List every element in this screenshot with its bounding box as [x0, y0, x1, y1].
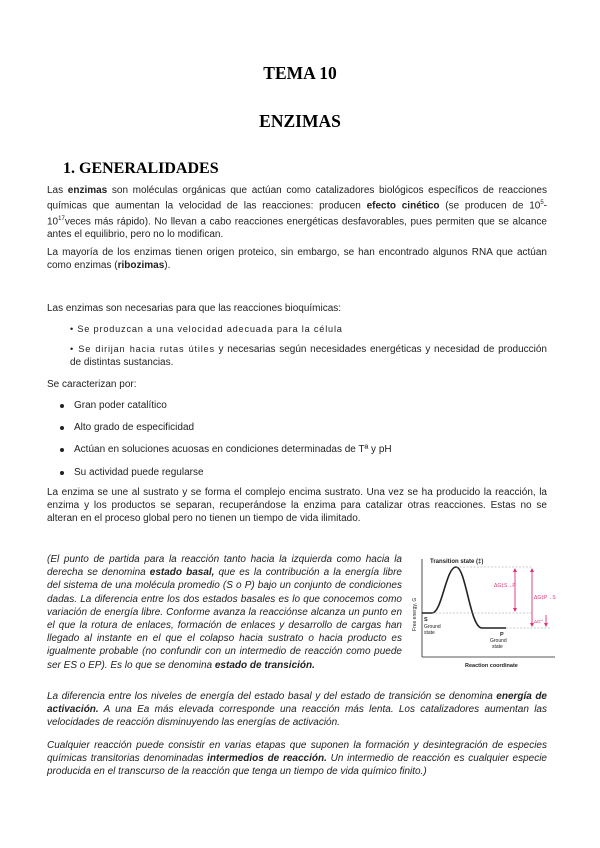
tema-number: TEMA 10 [263, 63, 337, 83]
energy-curve [422, 567, 506, 628]
list-item: Gran poder catalítico [47, 399, 547, 421]
dg-ps-label: ΔG‡P→S [534, 595, 556, 601]
need-velocidad: • Se produzcan a una velocidad adecuada para la célula [70, 324, 343, 334]
svg-text:P: P [500, 632, 504, 638]
y-axis-label: Free energy, G [412, 597, 418, 631]
svg-text:Ground: Ground [490, 638, 507, 644]
characteristics-list [47, 399, 547, 488]
paragraph-definition: Las enzimas son moléculas orgánicas que actúan como catalizadores biológicos específicos de reacciones químicas que aumentan la velocidad de las reacciones: producen efecto cinético (se producen de $10^5-10^{17}veces$ más rápido). No llevan a cabo reacciones energéticas desfavorables, pues permiten que se alcance antes el equilibrio, pero no lo modifican. [47, 185, 548, 241]
energy-diagram [410, 553, 560, 673]
transition-state-label: Transition state (‡) [430, 559, 484, 565]
svg-text:S: S [424, 617, 428, 623]
svg-text:Ground: Ground [424, 624, 441, 630]
list-item: Actúan en soluciones acuosas en condiciones determinadas de Tª y pH [47, 443, 547, 465]
paragraph-enzima-sustrato: La enzima se une al sustrato y se forma el complejo encima sustrato. Una vez se ha producido la reacción, la enzima y los productos se separan, recuperándose la enzima para catalizar otras reacciones. Estas no se alteran en el proceso global pero no tienen un tiempo de vida ilimitado. [47, 487, 547, 525]
paragraph-intermedios: Cualquier reacción puede consistir en varias etapas que suponen la formación y desintegración de especies químicas transitorias denominadas intermedios de reacción. Un intermedio de reacción es cualquier especie producida en el transcurso de la reacción que tenga un tiempo de vida químico finito.) [47, 740, 547, 778]
dg-sp-label: ΔG‡S→P [494, 583, 516, 589]
paragraph-energia-activacion: La diferencia entre los niveles de energía del estado basal y del estado de transición se denomina energía de activación. A una Ea más elevada corresponde una reacción más lenta. Los catalizadores aumentan las velocidades de reacción disminuyendo las energías de activación. [47, 691, 547, 729]
paragraph-ribozimas: La mayoría de los enzimas tienen origen proteico, sin embargo, se han encontrado algunos RNA que actúan como enzimas (ribozimas). [47, 247, 547, 272]
list-item: Alto grado de especificidad [47, 421, 547, 443]
dg0-label: ΔG'° [534, 619, 544, 624]
x-axis-label: Reaction coordinate [465, 663, 518, 669]
need-rutas: • Se dirijan hacia rutas útiles y necesarias según necesidades energéticas y necesidad de producción de distintas sustancias. [70, 344, 547, 369]
svg-text:state: state [492, 644, 503, 650]
paragraph-estado-basal: (El punto de partida para la reacción tanto hacia la izquierda como hacia la derecha se denomina estado basal, que es la contribución a la energía libre del sistema de una molécula promedio (S o P) bajo un conjunto de condiciones dadas. La diferencia entre los dos estados basales es lo que conocemos como variación de energía libre. Conforme avanza la reacciónse alcanza un punto en el que la rotura de enlaces, formación de enlaces y desarrollo de cargas han llegado al instante en el que el colapso hacia sustrato o hacia producto es igualmente probable (no confundir con un intermedio de reacción como puede ser ES o EP). Es lo que se denomina estado de transición. [47, 554, 402, 671]
paragraph-caracterizan: Se caracterizan por: [47, 379, 137, 390]
svg-text:state: state [424, 630, 435, 636]
section-heading: 1. GENERALIDADES [63, 160, 219, 177]
list-item: Su actividad puede regularse [47, 466, 547, 488]
paragraph-necesarias: Las enzimas son necesarias para que las reacciones bioquímicas: [47, 303, 342, 314]
page-title: ENZIMAS [259, 111, 341, 131]
